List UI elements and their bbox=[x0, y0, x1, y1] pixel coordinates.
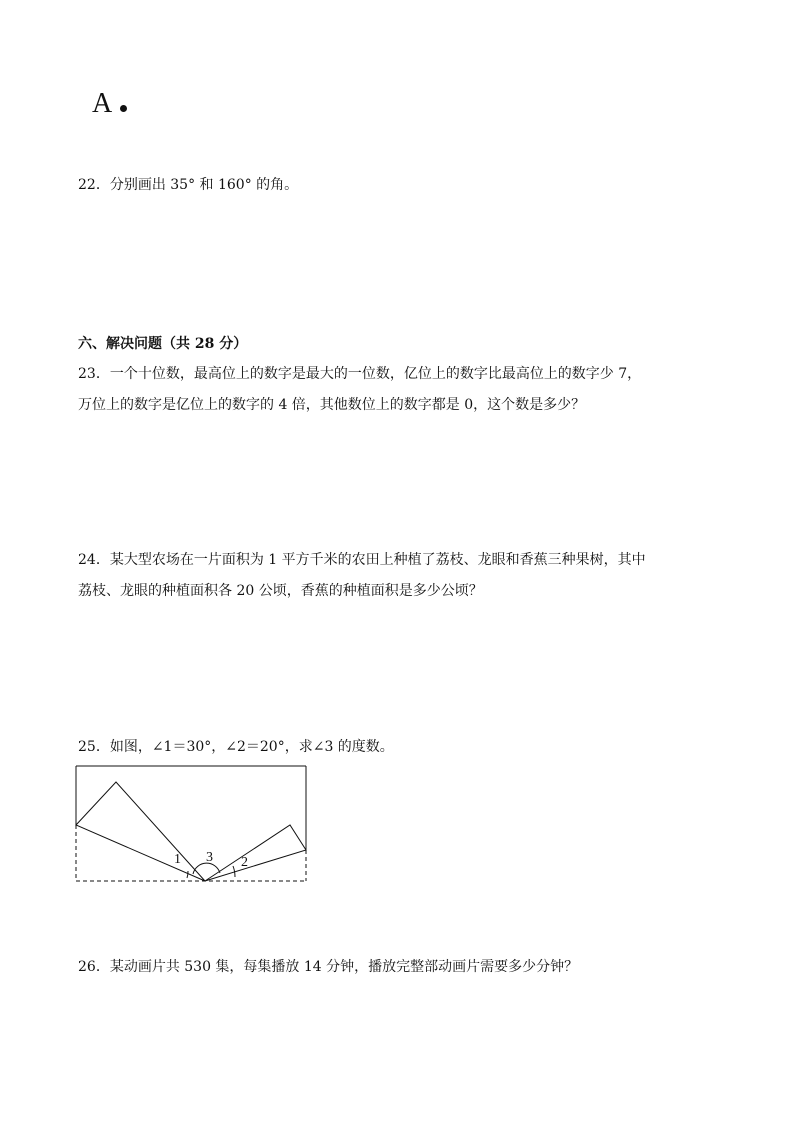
angle-2-arc bbox=[233, 866, 235, 877]
question-22: 22．分别画出 35° 和 160° 的角。 bbox=[78, 177, 299, 193]
question-25-figure bbox=[75, 765, 311, 891]
point-a-label: A bbox=[92, 88, 113, 119]
folded-paper-diagram bbox=[75, 765, 311, 887]
question-24-line-2: 荔枝、龙眼的种植面积各 20 公顷，香蕉的种植面积是多少公顷？ bbox=[78, 583, 483, 599]
question-23-line-2: 万位上的数字是亿位上的数字的 4 倍，其他数位上的数字都是 0，这个数是多少？ bbox=[78, 397, 586, 413]
question-23-line-1: 23．一个十位数，最高位上的数字是最大的一位数，亿位上的数字比最高位上的数字少 7， bbox=[78, 366, 642, 382]
angle-3-label: 3 bbox=[206, 850, 213, 865]
question-26: 26．某动画片共 530 集，每集播放 14 分钟，播放完整部动画片需要多少分钟？ bbox=[78, 959, 579, 975]
angle-1-label: 1 bbox=[174, 852, 181, 867]
angle-1-arc bbox=[187, 871, 188, 878]
question-25: 25．如图，∠1＝30°，∠2＝20°，求∠3 的度数。 bbox=[78, 739, 394, 755]
section-6-title: 六、解决问题（共 28 分） bbox=[78, 336, 248, 352]
angle-2-label: 2 bbox=[241, 855, 248, 870]
question-24-line-1: 24．某大型农场在一片面积为 1 平方千米的农田上种植了荔枝、龙眼和香蕉三种果树，其中 bbox=[78, 552, 646, 568]
point-a-dot bbox=[120, 105, 127, 112]
left-folded-flap bbox=[76, 782, 205, 881]
